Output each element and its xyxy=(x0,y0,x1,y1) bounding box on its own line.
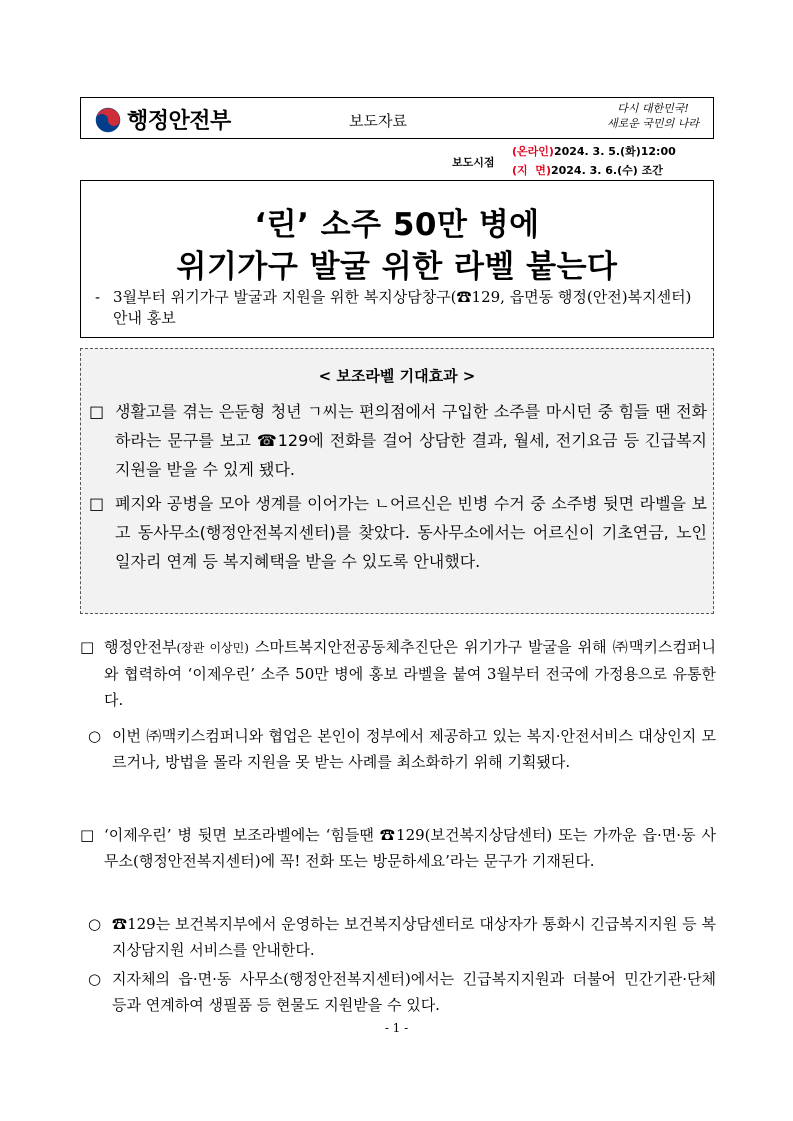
body-paragraph xyxy=(88,911,716,963)
subtitle xyxy=(95,287,705,329)
subtitle-dash: - xyxy=(95,288,101,306)
paragraph-text: ☎129는 보건복지부에서 운영하는 보건복지상담센터로 대상자가 통화시 긴급복지지원 등 복지상담지원 서비스를 안내한다. xyxy=(112,915,716,959)
title-line1: ‘린’ 소주 50만 병에 xyxy=(254,207,540,243)
header-box xyxy=(80,97,714,139)
effect-title: < 보조라벨 기대효과 > xyxy=(318,367,476,385)
body-paragraph xyxy=(88,723,716,775)
taegeuk-logo-icon xyxy=(95,107,121,133)
release-print xyxy=(512,161,676,180)
release-label: 보도시점 xyxy=(452,156,495,169)
body-paragraph xyxy=(80,822,716,874)
effect-box xyxy=(80,348,714,614)
effect-item xyxy=(89,489,707,576)
effect-text: 폐지와 공병을 모아 생계를 이어가는 ㄴ어르신은 빈병 수거 중 소주병 뒷면 라벨을 보고 동사무소(행정안전복지센터)를 찾았다. 동사무소에서는 어르신이 기초연금, 노인일자리 연계 등 복지혜택을 받을 수 있도록 안내했다. xyxy=(115,494,707,571)
online-time: 2024. 3. 5.(화)12:00 xyxy=(553,145,676,158)
print-tag: (지 면) xyxy=(512,164,551,177)
title-line2: 위기가구 발굴 위한 라벨 붙는다 xyxy=(176,249,618,285)
release-times xyxy=(512,142,676,180)
effect-item xyxy=(89,397,707,484)
body-paragraph xyxy=(88,966,716,1018)
circle-marker: ○ xyxy=(88,915,102,933)
effect-text: 생활고를 겪는 은둔형 청년 ㄱ씨는 편의점에서 구입한 소주를 마시던 중 힘들 땐 전화하라는 문구를 보고 ☎129에 전화를 걸어 상담한 결과, 월세, 전기요금 등 긴급복지지원을 받을 수 있게 됐다. xyxy=(115,402,707,479)
paragraph-text: 지자체의 읍·면·동 사무소(행정안전복지센터)에서는 긴급복지지원과 더불어 민간기관·단체 등과 연계하여 생필품 등 현물도 지원받을 수 있다. xyxy=(112,970,716,1014)
release-info xyxy=(452,142,714,180)
p1-minister: (장관 이상민) xyxy=(176,641,249,655)
ministry-name: 행정안전부 xyxy=(127,109,231,134)
paragraph-text: 이번 ㈜맥키스컴퍼니와 협업은 본인이 정부에서 제공하고 있는 복지·안전서비스 대상인지 모르거나, 방법을 몰라 지원을 못 받는 사례를 최소화하기 위해 기획됐다. xyxy=(112,727,716,771)
doc-type: 보도자료 xyxy=(349,112,407,130)
p1-lead: 행정안전부 xyxy=(104,638,177,656)
body-paragraph xyxy=(80,634,716,713)
release-online xyxy=(512,142,676,161)
slogan xyxy=(607,101,699,131)
page-number: - 1 - xyxy=(384,1021,409,1035)
p1-rest: 스마트복지안전공동체추진단은 위기가구 발굴을 위해 ㈜맥키스컴퍼니와 협력하여 ‘이제우린’ 소주 50만 병에 홍보 라벨을 붙여 3월부터 전국에 가정용으로 유통한다. xyxy=(104,638,716,709)
online-tag: (온라인) xyxy=(512,145,554,158)
square-marker: □ xyxy=(80,826,95,844)
print-time: 2024. 3. 6.(수) 조간 xyxy=(550,164,663,177)
paragraph-text xyxy=(80,634,716,713)
slogan-line1: 다시 대한민국! xyxy=(617,102,689,115)
circle-marker: ○ xyxy=(88,970,102,988)
checkbox-marker: □ xyxy=(89,402,105,421)
slogan-line2: 새로운 국민의 나라 xyxy=(606,117,699,130)
square-marker: □ xyxy=(80,638,95,656)
paragraph-text: ‘이제우린’ 병 뒷면 보조라벨에는 ‘힘들땐 ☎129(보건복지상담센터) 또는 가까운 읍·면·동 사무소(행정안전복지센터)에 꼭! 전화 또는 방문하세요’라는 문구가 기재된다. xyxy=(104,826,716,870)
circle-marker: ○ xyxy=(88,727,102,745)
ministry-logo xyxy=(95,104,231,135)
checkbox-marker: □ xyxy=(89,494,105,513)
title-box xyxy=(80,180,714,338)
subtitle-text: 3월부터 위기가구 발굴과 지원을 위한 복지상담창구(☎129, 읍면동 행정(안전)복지센터) 안내 홍보 xyxy=(113,288,692,327)
